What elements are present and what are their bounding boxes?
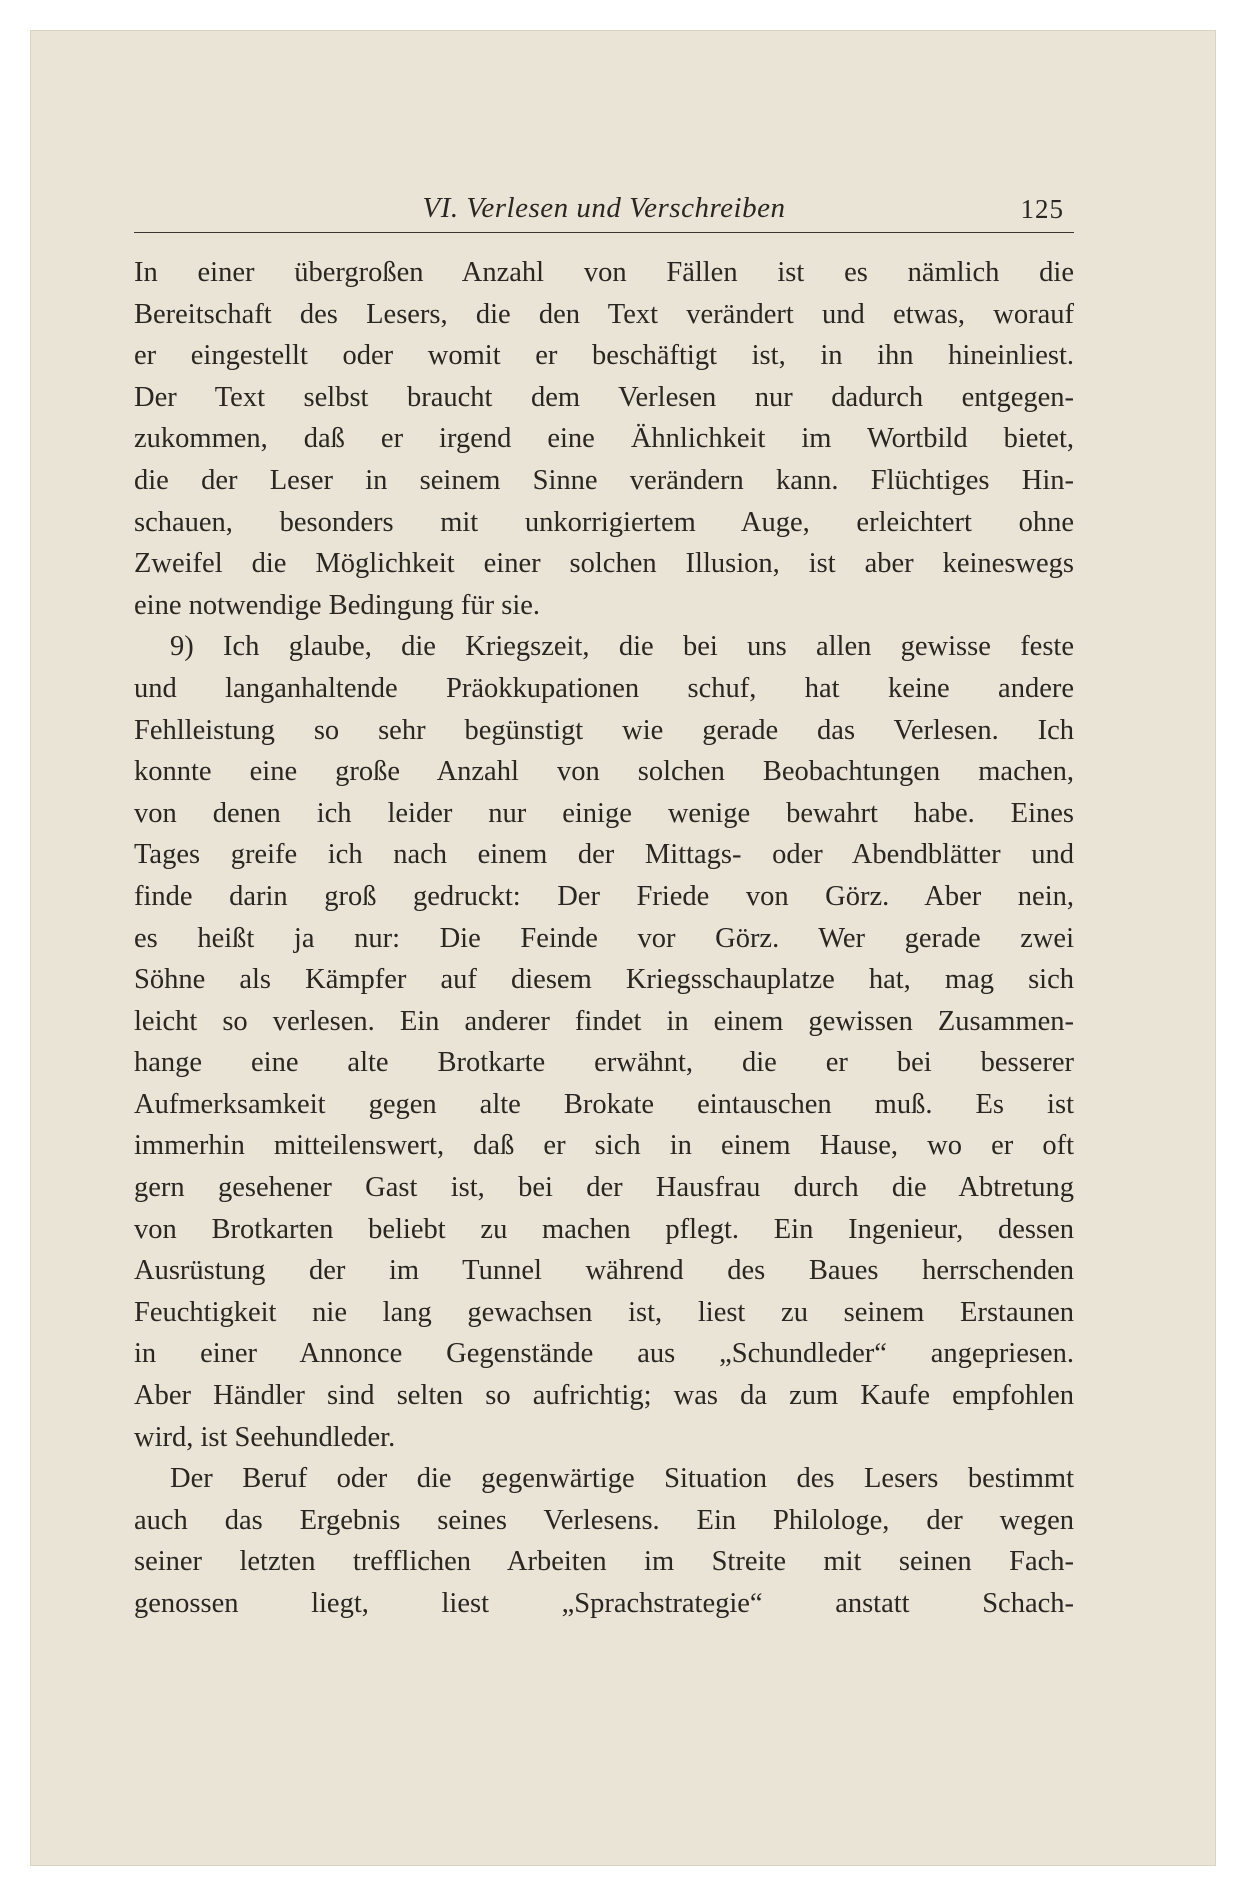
text-line: Bereitschaft des Lesers, die den Text verändert und etwas, worauf [134, 298, 1074, 330]
text-line: er eingestellt oder womit er beschäftigt ist, in ihn hineinliest. [134, 340, 1074, 372]
text-line: von denen ich leider nur einige wenige bewahrt habe. Eines [134, 797, 1074, 829]
text-line: auch das Ergebnis seines Verlesens. Ein Philologe, der wegen [134, 1504, 1074, 1536]
text-line: seiner letzten trefflichen Arbeiten im Streite mit seinen Fach- [134, 1546, 1074, 1578]
text-line: gern gesehener Gast ist, bei der Hausfrau durch die Abtretung [134, 1172, 1074, 1204]
text-line: Der Beruf oder die gegenwärtige Situation des Lesers bestimmt [170, 1463, 1074, 1495]
text-line: leicht so verlesen. Ein anderer findet in einem gewissen Zusammen- [134, 1005, 1074, 1037]
text-line: Aber Händler sind selten so aufrichtig; was da zum Kaufe empfohlen [134, 1380, 1074, 1412]
text-line: Der Text selbst braucht dem Verlesen nur dadurch entgegen- [134, 381, 1074, 413]
text-line: und langanhaltende Präokkupationen schuf, hat keine andere [134, 672, 1074, 704]
body-text [134, 252, 1074, 1625]
book-page [30, 30, 1216, 1866]
running-header [134, 192, 1074, 233]
text-line: Söhne als Kämpfer auf diesem Kriegsschauplatze hat, mag sich [134, 964, 1074, 996]
text-line: hange eine alte Brotkarte erwähnt, die er bei besserer [134, 1047, 1074, 1079]
text-line: genossen liegt, liest „Sprachstrategie“ anstatt Schach- [134, 1588, 1074, 1619]
text-line: Aufmerksamkeit gegen alte Brokate eintauschen muß. Es ist [134, 1088, 1074, 1120]
text-line: 9) Ich glaube, die Kriegszeit, die bei uns allen gewisse feste [170, 631, 1074, 663]
text-line: es heißt ja nur: Die Feinde vor Görz. Wer gerade zwei [134, 922, 1074, 954]
text-line: eine notwendige Bedingung für sie. [134, 589, 541, 621]
text-line: zukommen, daß er irgend eine Ähnlichkeit im Wortbild bietet, [134, 423, 1074, 455]
text-line: wird, ist Seehundleder. [134, 1421, 396, 1453]
text-line: schauen, besonders mit unkorrigiertem Auge, erleichtert ohne [134, 506, 1074, 538]
text-line: von Brotkarten beliebt zu machen pflegt. Ein Ingenieur, dessen [134, 1213, 1074, 1245]
text-line: Feuchtigkeit nie lang gewachsen ist, liest zu seinem Erstaunen [134, 1296, 1074, 1328]
text-line: Tages greife ich nach einem der Mittags- oder Abendblätter und [134, 839, 1074, 871]
text-line: Fehlleistung so sehr begünstigt wie gerade das Verlesen. Ich [134, 714, 1074, 746]
text-line: immerhin mitteilenswert, daß er sich in einem Hause, wo er oft [134, 1130, 1074, 1162]
text-line: Ausrüstung der im Tunnel während des Baues herrschenden [134, 1255, 1074, 1287]
text-line: finde darin groß gedruckt: Der Friede von Görz. Aber nein, [134, 880, 1074, 912]
text-line: die der Leser in seinem Sinne verändern kann. Flüchtiges Hin- [134, 464, 1074, 496]
text-line: in einer Annonce Gegenstände aus „Schundleder“ angepriesen. [134, 1338, 1074, 1370]
text-line: Zweifel die Möglichkeit einer solchen Illusion, ist aber keineswegs [134, 548, 1074, 580]
page-number: 125 [1020, 194, 1064, 224]
chapter-title: VI. Verlesen und Verschreiben [422, 192, 786, 224]
text-line: konnte eine große Anzahl von solchen Beobachtungen machen, [134, 756, 1074, 788]
text-line: In einer übergroßen Anzahl von Fällen ist es nämlich die [134, 257, 1074, 288]
